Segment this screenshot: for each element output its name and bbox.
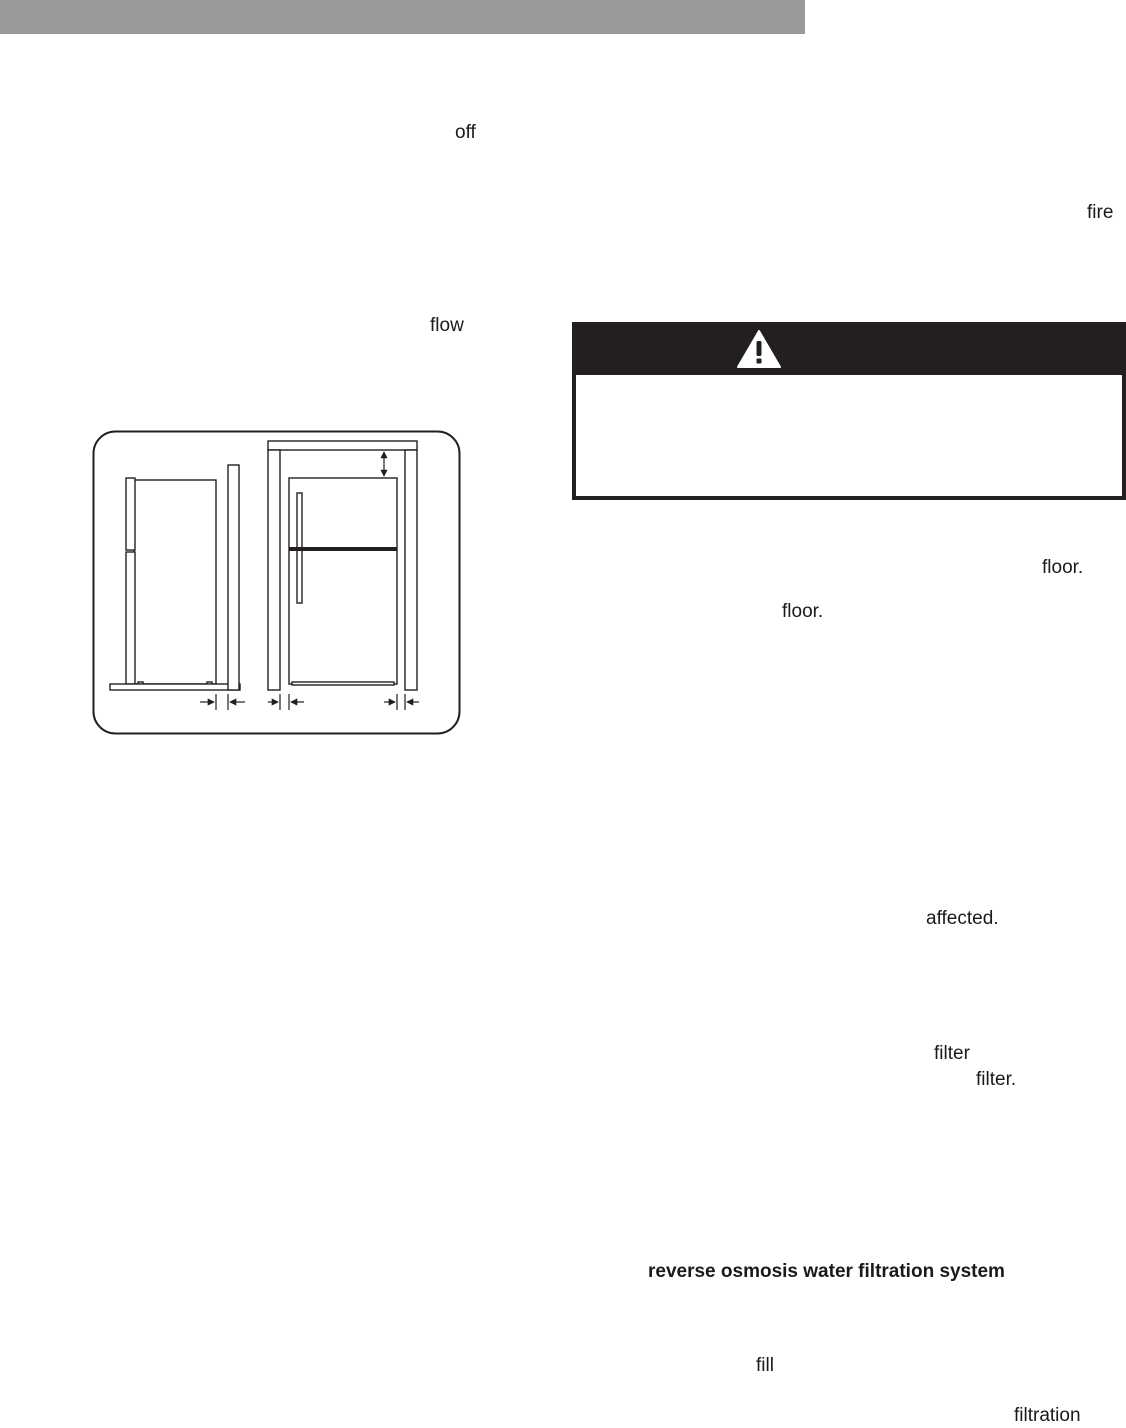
side-view-wall (228, 465, 239, 690)
text-reverse-osmosis-system: reverse osmosis water filtration system (648, 1261, 1005, 1282)
front-view-divider (289, 547, 397, 551)
text-fill: fill (756, 1355, 774, 1376)
text-floor: floor. (782, 601, 824, 622)
text-filtration: filtration (1014, 1405, 1081, 1426)
text-filter: filter. (976, 1069, 1017, 1090)
front-view-refrigerator (289, 478, 397, 685)
text-floor: floor. (1042, 557, 1084, 578)
refrigerator-clearance-diagram (92, 430, 462, 736)
text-fire: fire (1087, 202, 1114, 223)
warning-body (572, 375, 1126, 500)
side-view-floor (110, 684, 240, 690)
text-off: off (455, 122, 476, 143)
warning-header (572, 322, 1126, 375)
side-view-refrigerator (126, 478, 216, 686)
header-bar (0, 0, 805, 34)
text-affected: affected. (926, 908, 999, 929)
text-filter: filter (934, 1043, 970, 1064)
warning-box (572, 322, 1126, 500)
warning-triangle-icon (736, 329, 782, 369)
text-flow: flow (430, 315, 464, 336)
